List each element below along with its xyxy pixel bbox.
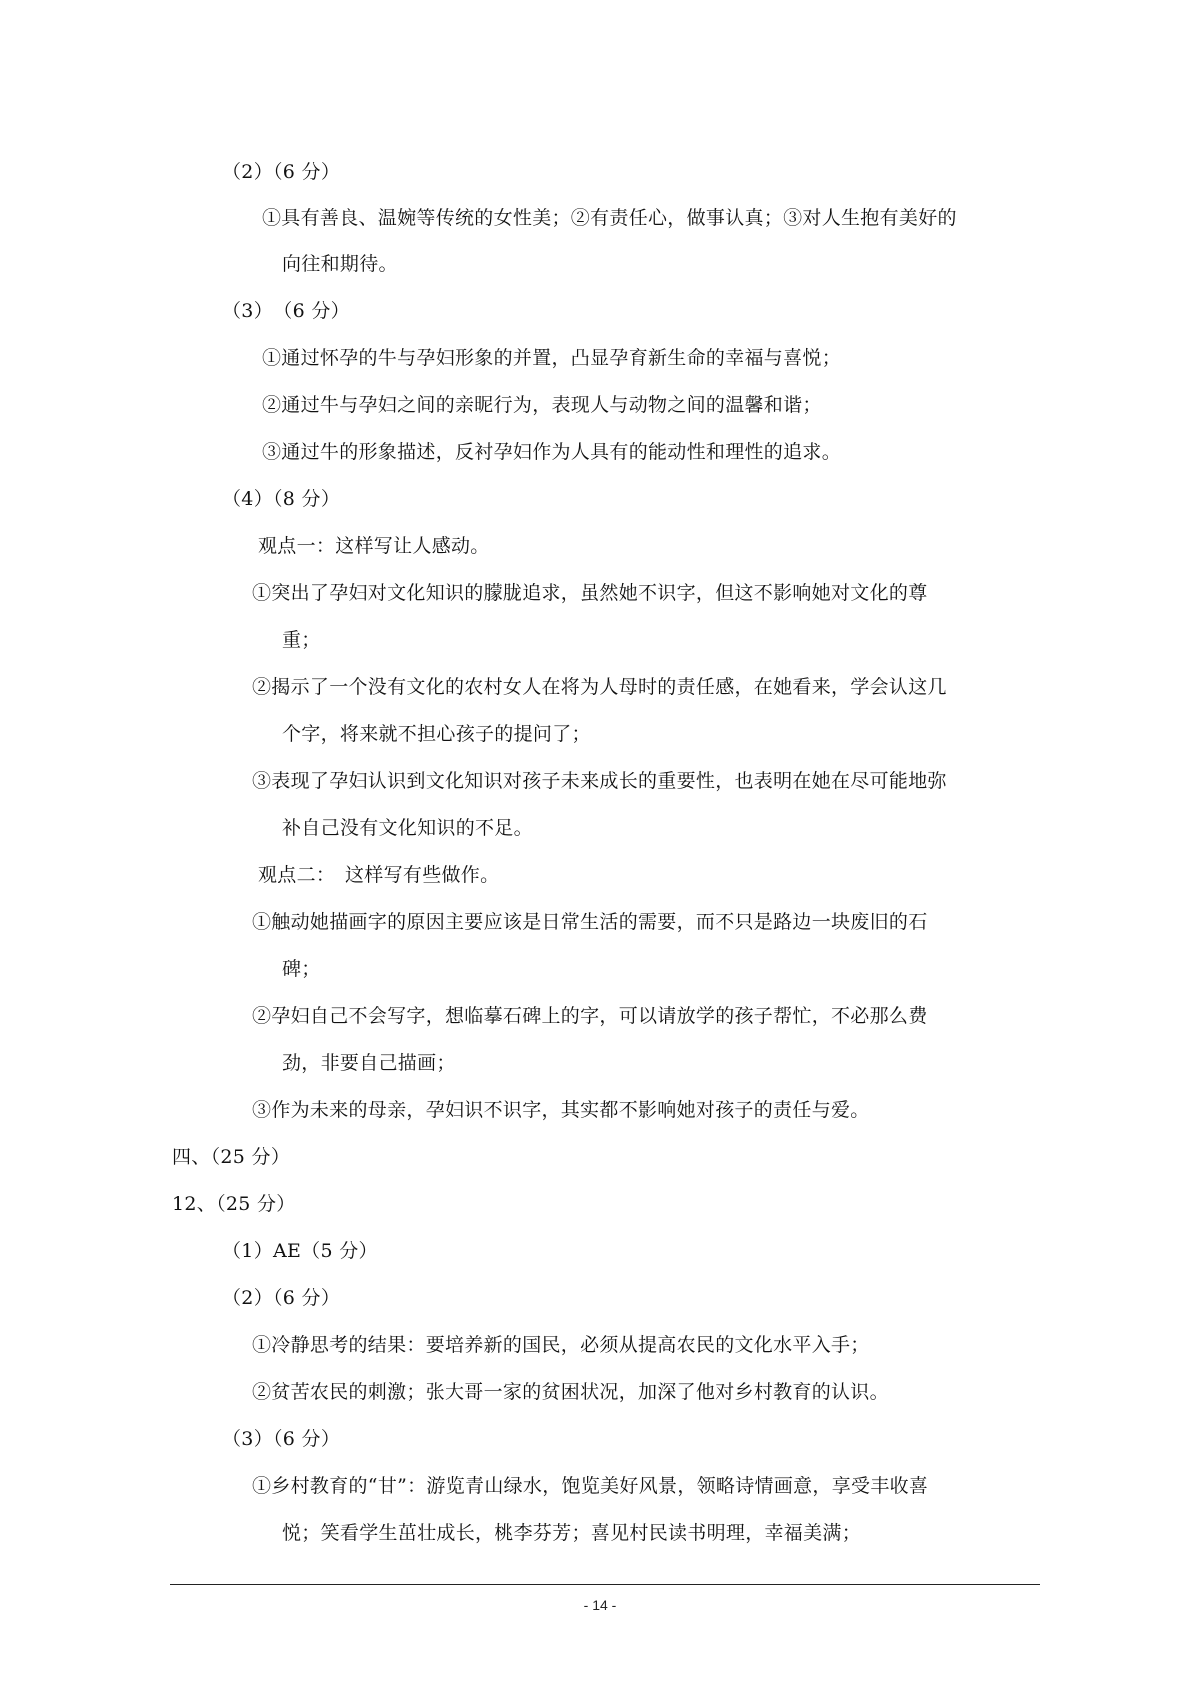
section-heading: （2）（6 分） bbox=[222, 161, 341, 183]
section-heading: （1）AE（5 分） bbox=[222, 1240, 378, 1262]
answer-line: 碑； bbox=[282, 958, 321, 980]
footer-divider bbox=[170, 1584, 1040, 1585]
answer-line: 劲，非要自己描画； bbox=[282, 1052, 456, 1074]
section-heading: （4）（8 分） bbox=[222, 488, 341, 510]
question-heading: 12、（25 分） bbox=[172, 1193, 296, 1215]
answer-line: ①通过怀孕的牛与孕妇形象的并置，凸显孕育新生命的幸福与喜悦； bbox=[262, 347, 842, 369]
page-number: - 14 - bbox=[583, 1597, 617, 1613]
answer-line: 重； bbox=[282, 629, 321, 651]
answer-line: 个字，将来就不担心孩子的提问了； bbox=[282, 723, 591, 745]
viewpoint-heading: 观点一：这样写让人感动。 bbox=[258, 535, 490, 557]
answer-line: 补自己没有文化知识的不足。 bbox=[282, 817, 533, 839]
answer-line: ①具有善良、温婉等传统的女性美；②有责任心，做事认真；③对人生抱有美好的 bbox=[262, 207, 957, 229]
answer-line: ①冷静思考的结果：要培养新的国民，必须从提高农民的文化水平入手； bbox=[252, 1334, 870, 1356]
answer-line: 向往和期待。 bbox=[282, 253, 398, 275]
answer-line: ①突出了孕妇对文化知识的朦胧追求，虽然她不识字，但这不影响她对文化的尊 bbox=[252, 582, 928, 604]
answer-line: ②孕妇自己不会写字，想临摹石碑上的字，可以请放学的孩子帮忙，不必那么费 bbox=[252, 1005, 928, 1027]
answer-line: ②贫苦农民的刺激；张大哥一家的贫困状况，加深了他对乡村教育的认识。 bbox=[252, 1381, 889, 1403]
answer-line: 悦；笑看学生茁壮成长，桃李芬芳；喜见村民读书明理，幸福美满； bbox=[282, 1522, 862, 1544]
section-heading: （2）（6 分） bbox=[222, 1287, 341, 1309]
section-heading: （3）（6 分） bbox=[222, 1428, 341, 1450]
answer-line: ③通过牛的形象描述，反衬孕妇作为人具有的能动性和理性的追求。 bbox=[262, 441, 842, 463]
answer-line: ③作为未来的母亲，孕妇识不识字，其实都不影响她对孩子的责任与爱。 bbox=[252, 1099, 870, 1121]
part-heading: 四、（25 分） bbox=[172, 1146, 291, 1168]
viewpoint-heading: 观点二： 这样写有些做作。 bbox=[258, 864, 500, 886]
answer-line: ②揭示了一个没有文化的农村女人在将为人母时的责任感，在她看来，学会认这几 bbox=[252, 676, 947, 698]
answer-line: ①触动她描画字的原因主要应该是日常生活的需要，而不只是路边一块废旧的石 bbox=[252, 911, 928, 933]
section-heading: （3） （6 分） bbox=[222, 300, 350, 322]
answer-line: ③表现了孕妇认识到文化知识对孩子未来成长的重要性，也表明在她在尽可能地弥 bbox=[252, 770, 947, 792]
answer-line: ①乡村教育的“甘”：游览青山绿水，饱览美好风景，领略诗情画意，享受丰收喜 bbox=[252, 1475, 929, 1497]
answer-line: ②通过牛与孕妇之间的亲昵行为，表现人与动物之间的温馨和谐； bbox=[262, 394, 822, 416]
